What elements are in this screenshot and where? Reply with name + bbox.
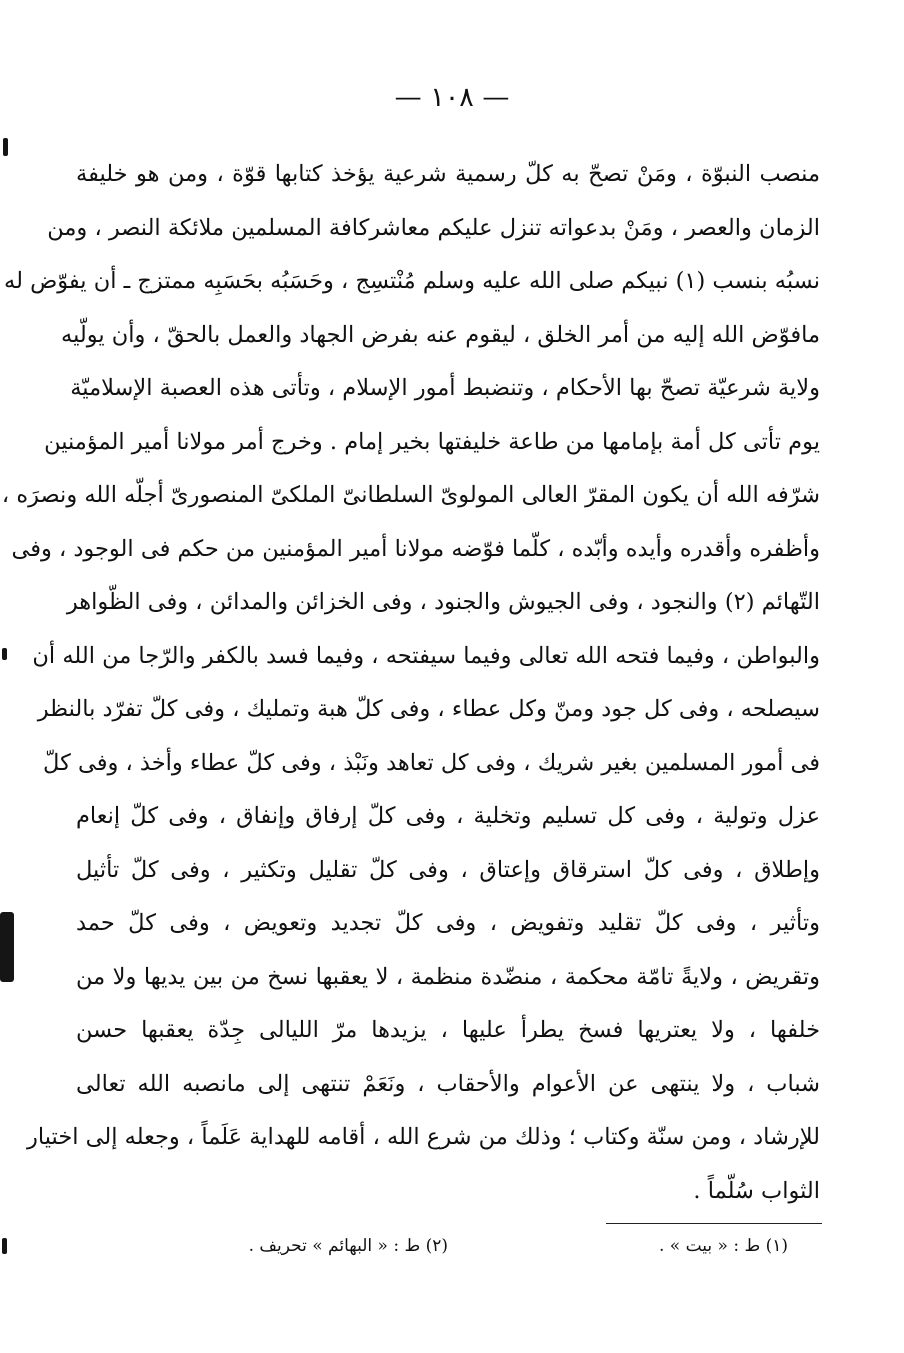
text-line: التّهائم (٢) والنجود ، وفى الجيوش والجنود ، وفى الخزائن والمدائن ، وفى الظّواهر (66, 589, 820, 615)
text-line: شرّفه الله أن يكون المقرّ العالى المولوىّ السلطانىّ الملكىّ المنصورىّ أجلّه الله ونصرَه ، (1, 482, 820, 508)
text-line: للإرشاد ، ومن سنّة وكتاب ؛ وذلك من شرع الله ، أقامه للهداية عَلَماً ، وجعله إلى اختيار (27, 1124, 820, 1150)
text-line: الزمان والعصر ، ومَنْ بدعواته تنزل عليكم معاشركافة المسلمين ملائكة النصر ، ومن (47, 214, 820, 241)
text-line: الثواب سُلّماً . (693, 1177, 820, 1204)
text-line: يوم تأتى كل أمة بإمامها من طاعة خليفتها بخير إمام . وخرج أمر مولانا أمير المؤمنين (44, 428, 820, 455)
text-line: شباب ، ولا ينتهى عن الأعوام والأحقاب ، ونَعَمْ تنتهى إلى مانصبه الله تعالى (76, 1070, 820, 1097)
text-line: نسبُه بنسب (١) نبيكم صلى الله عليه وسلم مُنْتسِج ، وحَسَبُه بحَسَبِه ممتزج ـ أن يفوّض له (4, 268, 820, 294)
scan-artifact (0, 912, 14, 982)
footnote-2: (٢) ط : « البهائم » تحريف . (248, 1236, 448, 1256)
footnotes (150, 1236, 788, 1270)
text-line: عزل وتولية ، وفى كل تسليم وتخلية ، وفى كلّ إرفاق وإنفاق ، وفى كلّ إنعام (76, 803, 820, 829)
scan-artifact (2, 648, 7, 660)
main-text-block (1, 148, 820, 1218)
page-number-header: — ١٠٨ — (394, 82, 510, 113)
text-line: وأظفره وأقدره وأيده وأبّده ، كلّما فوّضه مولانا أمير المؤمنين من حكم فى الوجود ، وفى (11, 535, 820, 562)
scan-artifact (3, 138, 8, 156)
footnote-1: (١) ط : « بيت » . (658, 1236, 788, 1256)
text-line: خلفها ، ولا يعتريها فسخ يطرأ عليها ، يزيدها مرّ الليالى جِدّة يعقبها حسن (76, 1017, 820, 1043)
text-line: وإطلاق ، وفى كلّ استرقاق وإعتاق ، وفى كلّ تقليل وتكثير ، وفى كلّ تأثيل (76, 856, 820, 883)
scan-artifact (2, 1238, 7, 1254)
text-line: وتقريض ، ولايةً تامّة محكمة ، منضّدة منظمة ، لا يعقبها نسخ من بين يديها ولا من (76, 963, 820, 990)
text-line: مافوّض الله إليه من أمر الخلق ، ليقوم عنه بفرض الجهاد والعمل بالحقّ ، وأن يولّيه (61, 321, 820, 348)
footnote-divider (606, 1223, 822, 1224)
text-line: ولاية شرعيّة تصحّ بها الأحكام ، وتنضبط أمور الإسلام ، وتأتى هذه العصبة الإسلاميّة (70, 375, 820, 401)
text-line: وتأثير ، وفى كلّ تقليد وتفويض ، وفى كلّ تجديد وتعويض ، وفى كلّ حمد (76, 910, 820, 936)
text-line: فى أمور المسلمين بغير شريك ، وفى كل تعاهد ونَبْذ ، وفى كلّ عطاء وأخذ ، وفى كلّ (43, 749, 820, 776)
text-line: منصب النبوّة ، ومَنْ تصحّ به كلّ رسمية شرعية يؤخذ كتابها قوّة ، ومن هو خليفة (76, 161, 820, 187)
text-line: سيصلحه ، وفى كل جود ومنّ وكل عطاء ، وفى كلّ هبة وتمليك ، وفى كلّ تفرّد بالنظر (37, 696, 820, 722)
text-line: والبواطن ، وفيما فتحه الله تعالى وفيما سيفتحه ، وفيما فسد بالكفر والرّجا من الله أن (32, 642, 820, 669)
